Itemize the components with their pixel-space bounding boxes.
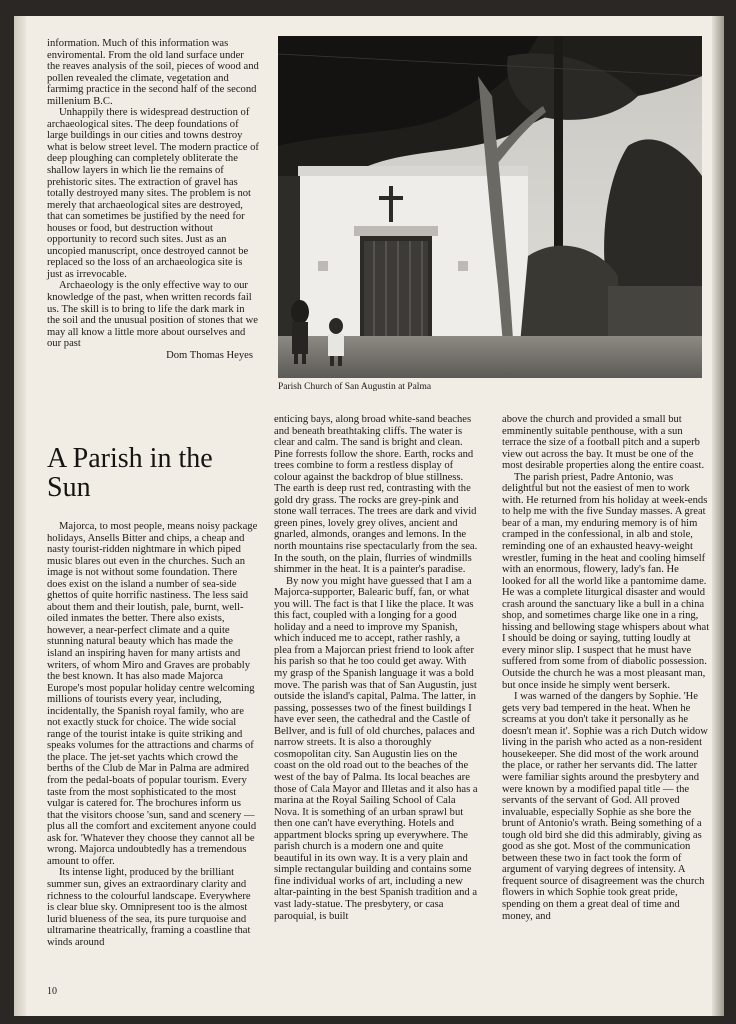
page-number: 10 — [47, 986, 57, 997]
article-heading: A Parish in the Sun — [47, 443, 213, 503]
paragraph: information. Much of this information was enviromental. From the old land surface under the reaves analysis of the soil, pieces of wood and pollen revealed the climate, vegetation and farmimg practice in the second half of the second millenium B.C. — [47, 38, 259, 107]
article-column-1 — [47, 521, 259, 948]
paragraph: By now you might have guessed that I am a Majorca-supporter, Balearic buff, fan, or what you will. The fact is that I like the place. It was this fact, coupled with a longing for a good holiday and a need to improve my Spanish, which induced me to accept, rather rashly, a plea from a Majorcan priest friend to look after his parish so that he too could get away. With my grasp of the Spanish language it was a bold move. The parish was that of San Augustin, just outside the island's capital, Palma. The latter, in passing, possesses two of the finest buildings I have ever seen, the cathedral and the Castle of Bellver, and is full of old churches, palaces and narrow streets. It is also a thoroughly cosmopolitan city. San Augustin lies on the coast on the old road out to the beaches of the west of the bay of Palma. Its local beaches are those of Cala Mayor and Illetas and it also has a marina at the Royal Sailing School of Cala Nova. It is something of an urban sprawl but then one can't have everything. Hotels and appartment blocks spring up everywhere. The parish church is a modern one and quite beautiful in its own way. It is a very plain and simple rectangular building and contains some fine individual works of art, including a new altar-painting in the best Spanish tradition and a vast lady-statue. The presbytery, or casa paroquial, is built — [274, 575, 478, 922]
photo-caption: Parish Church of San Augustin at Palma — [278, 382, 432, 392]
paragraph: The parish priest, Padre Antonio, was delightful but not the easiest of men to work with. He returned from his holiday at week-ends to help me with the five Sunday masses. A great bear of a man, my enduring memory is of him cramped in the confessional, in alb and stole, reminding one of an exhausted heavy-weight wrestler, fuming in the heat and cooling himself with an enormous, flowery, lady's fan. He looked for all the world like a pantomime dame. He was a complete liturgical disaster and would crash around the sanctuary like a bull in a china shop, and sometimes charge like one in a ring, hissing and bellowing stage whispers about what I should be doing or saying, tutting loudly at every minor slip. I suspect that he must have suffered from some from of diabolic possession. Outside the church he was a most pleasant man, but once inside he simply went berserk. — [502, 471, 710, 691]
page-gutter-left — [14, 16, 26, 1016]
magazine-page — [14, 16, 724, 1016]
archaeology-article-end — [47, 38, 259, 361]
paragraph: Its intense light, produced by the brilliant summer sun, gives an extraordinary clarity and richness to the colourful landscape. Everywhere is clear blue sky. Omnipresent too is the almost lurid blueness of the sea, its pure turquoise and ultramarine theatrically, framing a coastline that winds around — [47, 867, 251, 948]
article-column-2 — [274, 414, 480, 922]
paragraph: I was warned of the dangers by Sophie. 'He gets very bad tempered in the heat. When he screams at you don't take it personally as he doesn't mean it'. Sophie was a rich Dutch widow living in the parish who acted as a non-resident housekeeper. She did most of the work around the place, or rather her servants did. The latter were familiar sights around the presbytery and were known by a modified papal title — the servants of the servant of God. All proved invaluable, especially Sophie as she bore the brunt of Antonio's wrath. Being something of a tough old bird she did this admirably, giving as good as she got. Most of the communication between these two in fact took the form of argument of varying degrees of intensity. A frequent source of disagreement was the church flowers in which Sophie took great pride, spending on them a great deal of time and money, and — [502, 691, 708, 922]
author-signature: Dom Thomas Heyes — [166, 349, 253, 361]
church-photo — [278, 36, 702, 378]
paragraph: Archaeology is the only effective way to our knowledge of the past, when written records fail us. The skill is to bring to life the dark mark in the soil and the unusual position of stones that we may all know a little more about ourselves and our past — [47, 280, 258, 350]
paragraph: enticing bays, along broad white-sand beaches and beneath breathtaking cliffs. The water is clear and calm. The sand is bright and clean. Pine forrests follow the shore. Earth, rocks and trees combine to form a restless display of colour against the backdrop of blue stillness. The earth is deep rust red, contrasting with the gold dry grass. The rocks are grey-pink and stone wall terraces. The trees are dark and vivid green pines, lovely grey olives, ancient and gnarled, almonds, oranges and lemons. In the north mountains rise spectacularly from the sea. In the south, on the plain, flurries of windmills shimmer in the heat. It is a painter's paradise. — [274, 414, 478, 576]
page-gutter-right — [712, 16, 724, 1016]
article-column-3 — [502, 414, 710, 922]
paragraph: Majorca, to most people, means noisy package holidays, Ansells Bitter and chips, a cheap and nasty tourist-ridden nightmare in which piped music blares out even in the churches. Such an image is not without some foundation. There does exist on the island a number of sea-side ghettos of quite horrific nastiness. The less said about them and their loutish, pale, burnt, well-oiled inmates the better. There also exists, however, a near-perfect climate and a quite stunning natural beauty which has made the island an inspiring haven for many artists and writers, of whom Miro and Graves are probably the best known. It has also made Majorca Europe's most popular holiday centre welcoming millions of tourists every year, including, incidentally, the Spanish royal family, who are not exactly stuck for choice. The wide social range of the tourist intake is quite striking and speaks volumes for the attractions and charms of the place. The jet-set yachts which crowd the berths of the Club de Mar in Palma are admired from the pedal-boats of popular tourism. Every taste from the most sophisticated to the most vulgar is catered for. The brochures inform us that the visitors choose 'sun, sand and scenery — plus all the comfort and excitement anyone could ask for. 'Whatever they choose they cannot all be wrong. Majorca undoubtedly has a tremendous amount to offer. — [47, 521, 258, 867]
paragraph: Unhappily there is widespread destruction of archaeological sites. The deep foundations of large buildings in our cities and towns destroy what is below street level. The modern practice of deep ploughing can completely obliterate the shallow layers in which lie the remains of prehistoric sites. The extraction of gravel has totally destroyed many sites. The problem is not merely that archaeological sites are destroyed, that can sometimes be justified by the need for houses or food, but destruction without opportunity to record such sites. Just as an uncopied manuscript, once destroyed cannot be replaced so the loss of an archaeologica site is just as irrevocable. — [47, 107, 259, 280]
paragraph: above the church and provided a small but emminently suitable penthouse, with a sun terrace the size of a football pitch and a superb view out across the bay. It must be one of the most desirable properties along the entire coast. — [502, 414, 705, 472]
